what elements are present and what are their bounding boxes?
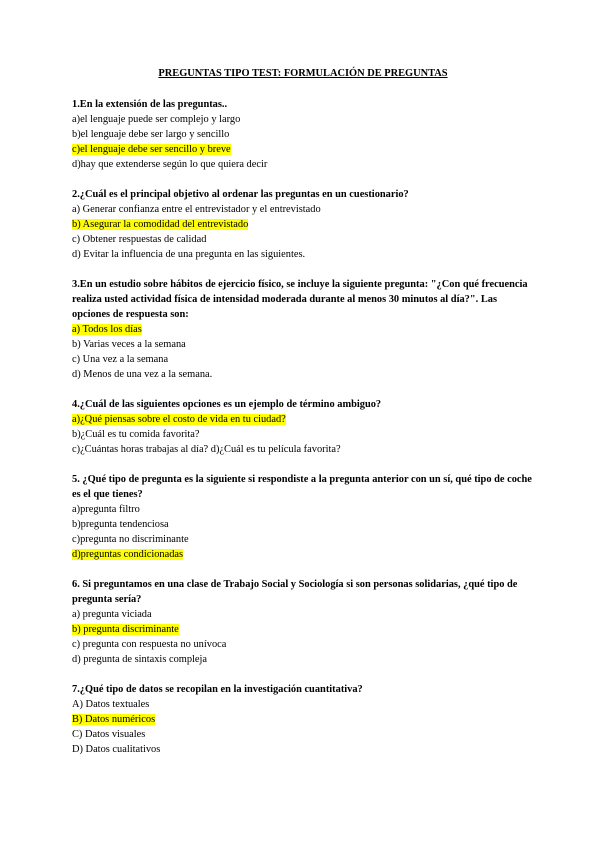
answer-option-text: c) Obtener respuestas de calidad xyxy=(72,234,207,245)
correct-answer-highlight: b) pregunta discriminante xyxy=(72,624,179,635)
answer-option xyxy=(72,352,532,367)
answer-option-text: d) pregunta de sintaxis compleja xyxy=(72,654,208,665)
answer-option xyxy=(72,532,532,547)
answer-option-text: b) Varias veces a la semana xyxy=(72,339,186,350)
question-block xyxy=(72,397,532,457)
question-block xyxy=(72,187,532,262)
question-text: 7.¿Qué tipo de datos se recopilan en la investigación cuantitativa? xyxy=(72,684,363,695)
answer-option xyxy=(72,142,532,157)
answer-option-text: D) Datos cualitativos xyxy=(72,744,161,755)
answer-option-text: c)pregunta no discriminante xyxy=(72,534,189,545)
correct-answer-highlight: a) Todos los días xyxy=(72,324,142,335)
answer-option xyxy=(72,547,532,562)
question-block xyxy=(72,97,532,172)
question-block xyxy=(72,682,532,757)
answer-option-text: c) Una vez a la semana xyxy=(72,354,169,365)
answer-option-text: b)el lenguaje debe ser largo y sencillo xyxy=(72,129,230,140)
question-text: 1.En la extensión de las preguntas.. xyxy=(72,99,228,110)
answer-option xyxy=(72,157,532,172)
answer-option-text: a) Generar confianza entre el entrevistador y el entrevistado xyxy=(72,204,321,215)
question-text: 2.¿Cuál es el principal objetivo al ordenar las preguntas en un cuestionario? xyxy=(72,189,409,200)
answer-option xyxy=(72,337,532,352)
answer-option xyxy=(72,637,532,652)
answer-option xyxy=(72,742,532,757)
correct-answer-highlight: B) Datos numéricos xyxy=(72,714,156,725)
answer-option xyxy=(72,127,532,142)
answer-option-text: d) Evitar la influencia de una pregunta en las siguientes. xyxy=(72,249,306,260)
answer-option xyxy=(72,502,532,517)
answer-option xyxy=(72,517,532,532)
answer-option-text: a) pregunta viciada xyxy=(72,609,152,620)
correct-answer-highlight: b) Asegurar la comodidad del entrevistado xyxy=(72,219,249,230)
answer-option xyxy=(72,442,532,457)
question-block xyxy=(72,577,532,667)
answer-option xyxy=(72,217,532,232)
answer-option xyxy=(72,232,532,247)
document-page xyxy=(72,66,532,772)
answer-option xyxy=(72,367,532,382)
answer-option xyxy=(72,202,532,217)
answer-option xyxy=(72,607,532,622)
answer-option-text: d) Menos de una vez a la semana. xyxy=(72,369,213,380)
answer-option-text: b)pregunta tendenciosa xyxy=(72,519,169,530)
question-list xyxy=(72,97,532,757)
question-block xyxy=(72,277,532,382)
question-text: 3.En un estudio sobre hábitos de ejercicio físico, se incluye la siguiente pregunta: "¿Con qué frecuencia realiza usted actividad física de intensidad moderada durante al menos 30 minutos al día?". Las opciones de respuesta son: xyxy=(72,279,528,320)
answer-option xyxy=(72,727,532,742)
answer-option xyxy=(72,697,532,712)
answer-option xyxy=(72,322,532,337)
answer-option-text: A) Datos textuales xyxy=(72,699,150,710)
question-block xyxy=(72,472,532,562)
answer-option xyxy=(72,112,532,127)
document-title: PREGUNTAS TIPO TEST: FORMULACIÓN DE PREGUNTAS xyxy=(158,68,448,79)
question-text: 4.¿Cuál de las siguientes opciones es un ejemplo de término ambiguo? xyxy=(72,399,382,410)
answer-option xyxy=(72,652,532,667)
answer-option-text: d)hay que extenderse según lo que quiera decir xyxy=(72,159,268,170)
answer-option-text: a)pregunta filtro xyxy=(72,504,140,515)
question-text: 5. ¿Qué tipo de pregunta es la siguiente si respondiste a la pregunta anterior con un sí, qué tipo de coche es el que tienes? xyxy=(72,474,532,500)
correct-answer-highlight: d)preguntas condicionadas xyxy=(72,549,184,560)
answer-option-text: c)¿Cuántas horas trabajas al día? d)¿Cuál es tu película favorita? xyxy=(72,444,341,455)
answer-option-text: a)el lenguaje puede ser complejo y largo xyxy=(72,114,241,125)
answer-option xyxy=(72,427,532,442)
answer-option-text: C) Datos visuales xyxy=(72,729,146,740)
answer-option-text: c) pregunta con respuesta no unívoca xyxy=(72,639,227,650)
answer-option-text: b)¿Cuál es tu comida favorita? xyxy=(72,429,200,440)
answer-option xyxy=(72,622,532,637)
correct-answer-highlight: a)¿Qué piensas sobre el costo de vida en tu ciudad? xyxy=(72,414,286,425)
answer-option xyxy=(72,712,532,727)
correct-answer-highlight: c)el lenguaje debe ser sencillo y breve xyxy=(72,144,231,155)
answer-option xyxy=(72,247,532,262)
answer-option xyxy=(72,412,532,427)
question-text: 6. Si preguntamos en una clase de Trabajo Social y Sociología si son personas solidarias, ¿qué tipo de pregunta sería? xyxy=(72,579,518,605)
